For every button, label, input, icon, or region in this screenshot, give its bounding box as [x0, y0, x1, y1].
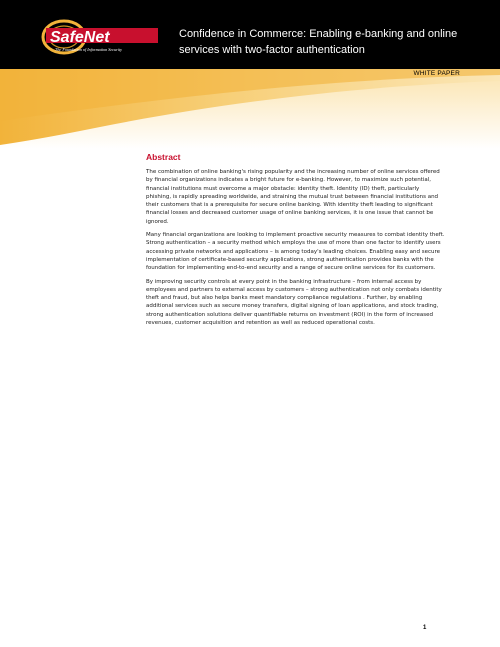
safenet-logo	[40, 19, 163, 56]
abstract-paragraph	[146, 231, 466, 272]
text-line: Many financial organizations are looking to implement proactive security measures to combat identity theft.	[146, 232, 445, 239]
logo-wordmark: SafeNet	[50, 29, 110, 46]
text-line: additional services such as secure money transfers, digital signing of loan applications, and stock trading,	[146, 303, 439, 310]
abstract-paragraph	[146, 168, 466, 226]
text-line: phishing, is rapidly spreading worldwide, and straining the mutual trust between financial institutions and	[146, 193, 439, 200]
text-line: Strong authentication – a security method which employs the use of more than one factor to identify users	[146, 240, 441, 247]
logo-tagline: The Foundation of Information Security	[55, 47, 122, 52]
main-content	[146, 152, 466, 332]
text-line: By improving security controls at every point in the banking infrastructure – from internal access by	[146, 278, 422, 285]
text-line: strong authentication solutions deliver quantifiable returns on investment (ROI) in the form of increased	[146, 311, 433, 318]
document-title	[179, 26, 489, 58]
text-line: foundation for implementing end-to-end security and a range of secure online services for its customers.	[146, 265, 436, 272]
document-type-label: WHITE PAPER	[413, 70, 460, 77]
text-line: financial losses and decreased customer usage of online banking services, it is one issue that cannot be	[146, 210, 434, 217]
text-line: employees and partners to external access by customers – strong authentication not only combats identity	[146, 286, 442, 293]
text-line: revenues, customer acquisition and retention as well as reduced operational costs.	[146, 320, 375, 327]
header-bar	[0, 0, 500, 69]
abstract-heading: Abstract	[146, 152, 181, 162]
text-line: by financial organizations indicates a bright future for e-banking. However, to maximize such potential,	[146, 177, 432, 184]
text-line: financial institutions must overcome a major obstacle: identity theft. Identity (ID) theft, particularly	[146, 185, 420, 192]
title-line: Confidence in Commerce: Enabling e-banking and online	[179, 28, 458, 40]
text-line: implementation of certificate-based security applications, strong authentication provides banks with the	[146, 256, 434, 263]
text-line: accessing private networks and applications – is among today's leading choices. Enabling easy and secure	[146, 248, 441, 255]
text-line: The combination of online banking's rising popularity and the increasing number of online services offered	[146, 169, 440, 175]
page-number: 1	[423, 625, 427, 631]
abstract-paragraph	[146, 278, 466, 328]
title-line: services with two-factor authentication	[179, 44, 365, 56]
decorative-gold-band	[0, 69, 500, 149]
text-line: ignored.	[146, 218, 169, 225]
text-line: theft and fraud, but also helps banks meet mandatory compliance regulations . Further, by enabling	[146, 295, 423, 302]
text-line: their customers that is a prerequisite for secure online banking. With identity theft leading to significant	[146, 202, 433, 209]
